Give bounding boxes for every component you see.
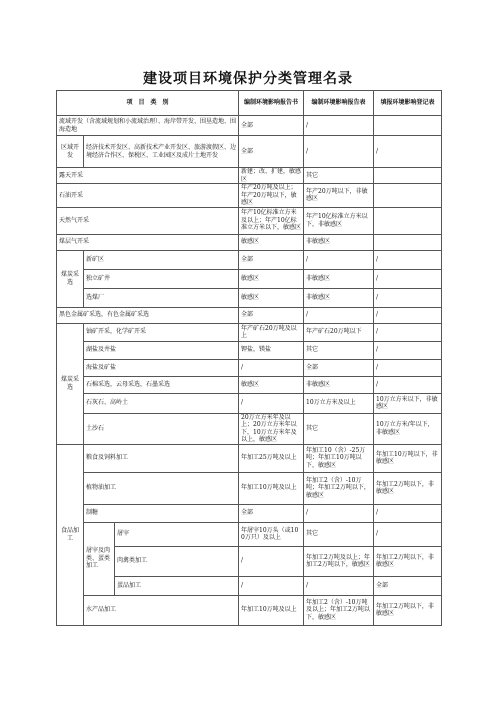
table-row — [57, 359, 442, 376]
report-table-cell: 全部 — [304, 359, 374, 376]
category-cell: 土沙石 — [84, 413, 239, 444]
report-book-cell: 新建；改、扩建，敏感区 — [239, 168, 304, 184]
registration-cell: / — [374, 136, 442, 168]
registration-cell: / — [374, 250, 442, 269]
report-book-cell: 全部 — [239, 504, 304, 522]
category-cell: 蛋品加工 — [115, 576, 239, 595]
registration-cell: 年加工2万吨以下，非敏感区 — [374, 472, 442, 504]
report-table-cell: 其它 — [304, 522, 374, 546]
category-cell: 石棉采选，云母采选，石墨采选 — [84, 376, 239, 393]
report-table-cell: 其它 — [304, 341, 374, 359]
registration-cell: 全部 — [374, 576, 442, 595]
report-table-cell: / — [304, 116, 374, 136]
report-table-cell: 年产矿石20万吨以下 — [304, 323, 374, 341]
category-cell: 独立矿井 — [84, 269, 239, 288]
report-book-cell: / — [239, 576, 304, 595]
table-row — [57, 546, 442, 576]
report-table-cell: 年加工10（含）-25万吨；年加工10万吨以下，敏感区 — [304, 444, 374, 472]
category-cell: 水产品加工 — [84, 595, 239, 625]
report-book-cell: 敏感区 — [239, 269, 304, 288]
registration-cell — [374, 116, 442, 136]
report-book-cell: 全部 — [239, 136, 304, 168]
registration-cell — [374, 168, 442, 184]
table-row — [57, 595, 442, 625]
group-cell: 煤炭采选 — [57, 323, 84, 444]
table-row — [57, 288, 442, 307]
report-table-cell: / — [304, 307, 374, 323]
table-row — [57, 504, 442, 522]
category-cell: 湖盐及井盐 — [84, 341, 239, 359]
group-cell: 食品加工 — [57, 444, 84, 625]
report-table-cell: 年加工2（含）-10万吨；年加工2万吨以下，敏感区 — [304, 472, 374, 504]
report-table-cell: 年产20万吨以下，非敏感区 — [304, 184, 374, 208]
report-table-cell: / — [304, 504, 374, 522]
table-row — [57, 413, 442, 444]
registration-cell: / — [374, 288, 442, 307]
report-book-cell: 敏感区 — [239, 376, 304, 393]
report-book-cell: / — [239, 359, 304, 376]
category-cell: 露天开采 — [57, 168, 239, 184]
registration-cell: / — [374, 376, 442, 393]
registration-cell: / — [374, 522, 442, 546]
report-table-cell: 非敏感区 — [304, 376, 374, 393]
table-header-row — [57, 91, 442, 116]
table-row — [57, 444, 442, 472]
registration-cell: 年加工10万吨以下，非敏感区 — [374, 444, 442, 472]
registration-cell: 10万立方米以下，非敏感区 — [374, 393, 442, 413]
report-table-cell: 非敏感区 — [304, 234, 374, 250]
table-row — [57, 234, 442, 250]
report-book-cell: 敏感区 — [239, 288, 304, 307]
report-table-cell: / — [304, 136, 374, 168]
report-book-cell: 全部 — [239, 307, 304, 323]
report-table-cell: 年产10亿标准立方米以下，非敏感区 — [304, 207, 374, 234]
header-report-table: 编制环境影响报告表 — [304, 91, 374, 116]
registration-cell: / — [374, 323, 442, 341]
category-cell: 粮食及饲料加工 — [84, 444, 239, 472]
table-row — [57, 522, 442, 546]
group-cell: 煤炭采选 — [57, 250, 84, 307]
classification-table — [56, 90, 442, 626]
category-cell: 石油开采 — [57, 184, 239, 208]
table-row — [57, 184, 442, 208]
page-title: 建设项目环境保护分类管理名录 — [143, 71, 353, 87]
category-cell: 流域开发（含流域规划和小流域治理）、海岸带开发、围垦造地、围海造地 — [57, 116, 239, 136]
table-row — [57, 576, 442, 595]
table-row — [57, 323, 442, 341]
table-row — [57, 472, 442, 504]
report-book-cell: 全部 — [239, 116, 304, 136]
report-book-cell: 年屠宰10万头（或100万只）及以上 — [239, 522, 304, 546]
report-table-cell: 其它 — [304, 168, 374, 184]
category-cell: 新矿区 — [84, 250, 239, 269]
report-book-cell: 年产20万吨及以上；年产20万吨以下，敏感区 — [239, 184, 304, 208]
table-row — [57, 207, 442, 234]
registration-cell: / — [374, 269, 442, 288]
header-category: 项 目 类 别 — [57, 91, 239, 116]
category-cell: 制糖 — [84, 504, 239, 522]
report-book-cell: / — [239, 393, 304, 413]
category-cell: 黑色金属矿采选，有色金属矿采选 — [57, 307, 239, 323]
category-cell: 选煤厂 — [84, 288, 239, 307]
category-cell: 屠宰 — [115, 522, 239, 546]
report-book-cell: 年产10亿标准立方米及以上；年产10亿标准立方米以下，敏感区 — [239, 207, 304, 234]
category-cell: 植物油加工 — [84, 472, 239, 504]
report-table-cell: 非敏感区 — [304, 269, 374, 288]
table-row — [57, 269, 442, 288]
table-row — [57, 136, 442, 168]
report-book-cell: 20万立方米年及以上；20万立方米年以下，10万立方米年及以上，敏感区 — [239, 413, 304, 444]
report-book-cell: 年加工10万吨及以上 — [239, 595, 304, 625]
registration-cell — [374, 207, 442, 234]
report-table-cell: 非敏感区 — [304, 288, 374, 307]
table-row — [57, 376, 442, 393]
report-table-cell: / — [304, 576, 374, 595]
report-book-cell: 年加工10万吨及以上 — [239, 472, 304, 504]
category-cell: 肉禽类加工 — [115, 546, 239, 576]
registration-cell: / — [374, 359, 442, 376]
report-book-cell: 年加工25万吨及以上 — [239, 444, 304, 472]
report-book-cell: 年产矿石20万吨及以上 — [239, 323, 304, 341]
table-row — [57, 168, 442, 184]
category-cell: 经济技术开发区、高新技术产业开发区、旅游渡假区、边境经济合作区、保税区、工业园区及成片土地开发 — [84, 136, 239, 168]
table-row — [57, 341, 442, 359]
registration-cell — [374, 184, 442, 208]
category-cell: 石灰石、高岭土 — [84, 393, 239, 413]
category-cell: 海盐及矿盐 — [84, 359, 239, 376]
registration-cell: / — [374, 307, 442, 323]
report-table-cell: 年加工2万吨及以上；年加工2万吨以下，敏感区 — [304, 546, 374, 576]
table-row — [57, 250, 442, 269]
category-cell: 煤层气开采 — [57, 234, 239, 250]
header-report-book: 编制环境影响报告书 — [239, 91, 304, 116]
report-book-cell: / — [239, 546, 304, 576]
report-book-cell: 敏感区 — [239, 234, 304, 250]
registration-cell: / — [374, 341, 442, 359]
table-row — [57, 116, 442, 136]
subgroup-cell: 屠宰及肉类、蛋类加工 — [84, 522, 115, 595]
header-registration: 填报环境影响登记表 — [374, 91, 442, 116]
report-table-cell: 10万立方米及以上 — [304, 393, 374, 413]
group-cell: 区域开发 — [57, 136, 84, 168]
category-cell: 天然气开采 — [57, 207, 239, 234]
registration-cell: 10万立方米/年以下，非敏感区 — [374, 413, 442, 444]
registration-cell: / — [374, 504, 442, 522]
table-row — [57, 393, 442, 413]
registration-cell — [374, 234, 442, 250]
report-table-cell: / — [304, 250, 374, 269]
report-table-cell: 年加工2（含）-10万吨及以上；年加工2万吨以下，敏感区 — [304, 595, 374, 625]
report-table-cell: 其它 — [304, 413, 374, 444]
report-book-cell: 全部 — [239, 250, 304, 269]
report-book-cell: 钾盐，镁盐 — [239, 341, 304, 359]
category-cell: 铀矿开采，化学矿开采 — [84, 323, 239, 341]
registration-cell: 年加工2万吨以下，非敏感区 — [374, 546, 442, 576]
registration-cell: 年加工2万吨以下，非敏感区 — [374, 595, 442, 625]
table-row — [57, 307, 442, 323]
